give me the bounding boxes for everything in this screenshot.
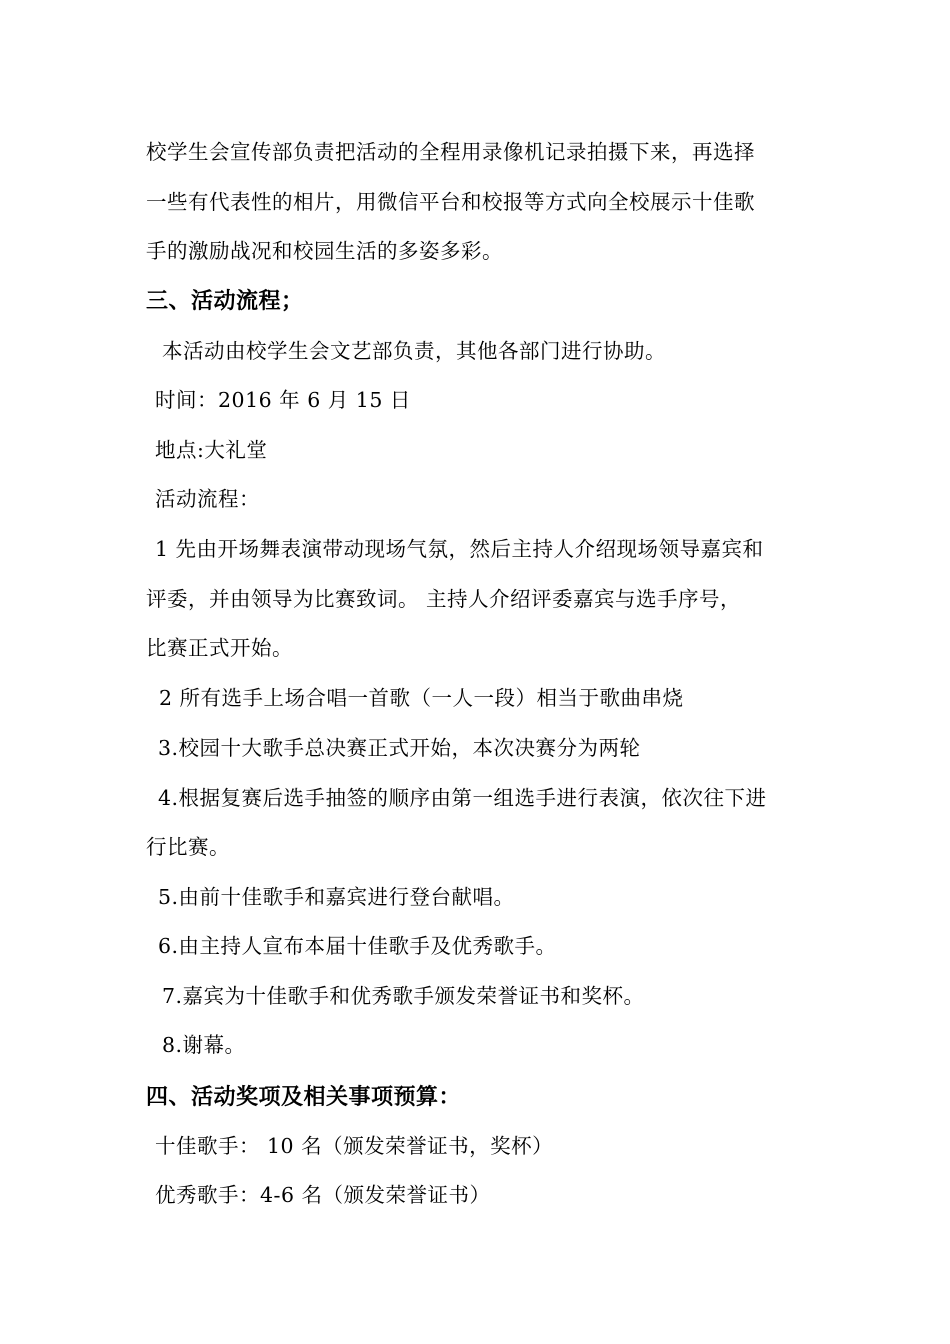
intro-line: 一些有代表性的相片，用微信平台和校报等方式向全校展示十佳歌 bbox=[146, 190, 755, 214]
section-heading: 四、活动奖项及相关事项预算： bbox=[146, 1084, 462, 1110]
step-1-line: 评委，并由领导为比赛致词。 主持人介绍评委嘉宾与选手序号， bbox=[146, 587, 742, 611]
step-8: 8.谢幕。 bbox=[162, 1033, 246, 1057]
award-item: 优秀歌手：4-6 名（颁发荣誉证书） bbox=[155, 1183, 491, 1207]
award-item: 十佳歌手： 10 名（颁发荣誉证书，奖杯） bbox=[155, 1134, 554, 1158]
section-heading: 三、活动流程； bbox=[146, 288, 304, 314]
place-text: 地点:大礼堂 bbox=[155, 438, 268, 462]
intro-line: 校学生会宣传部负责把活动的全程用录像机记录拍摄下来，再选择 bbox=[146, 140, 755, 164]
step-7: 7.嘉宾为十佳歌手和优秀歌手颁发荣誉证书和奖杯。 bbox=[162, 984, 645, 1008]
responsible-text: 本活动由校学生会文艺部负责，其他各部门进行协助。 bbox=[162, 339, 666, 363]
step-4-line: 4.根据复赛后选手抽签的顺序由第一组选手进行表演，依次往下进 bbox=[158, 786, 767, 810]
step-5: 5.由前十佳歌手和嘉宾进行登台献唱。 bbox=[158, 885, 515, 909]
intro-line: 手的激励战况和校园生活的多姿多彩。 bbox=[146, 239, 503, 263]
step-3: 3.校园十大歌手总决赛正式开始，本次决赛分为两轮 bbox=[158, 736, 641, 760]
step-2: 2 所有选手上场合唱一首歌（一人一段）相当于歌曲串烧 bbox=[159, 686, 684, 710]
step-1-line: 比赛正式开始。 bbox=[146, 636, 293, 660]
step-4-line: 行比赛。 bbox=[146, 835, 230, 859]
step-1-line: 1 先由开场舞表演带动现场气氛，然后主持人介绍现场领导嘉宾和 bbox=[155, 537, 764, 561]
flow-label: 活动流程： bbox=[155, 487, 260, 511]
step-6: 6.由主持人宣布本届十佳歌手及优秀歌手。 bbox=[158, 934, 557, 958]
time-text: 时间：2016 年 6 月 15 日 bbox=[155, 388, 411, 412]
